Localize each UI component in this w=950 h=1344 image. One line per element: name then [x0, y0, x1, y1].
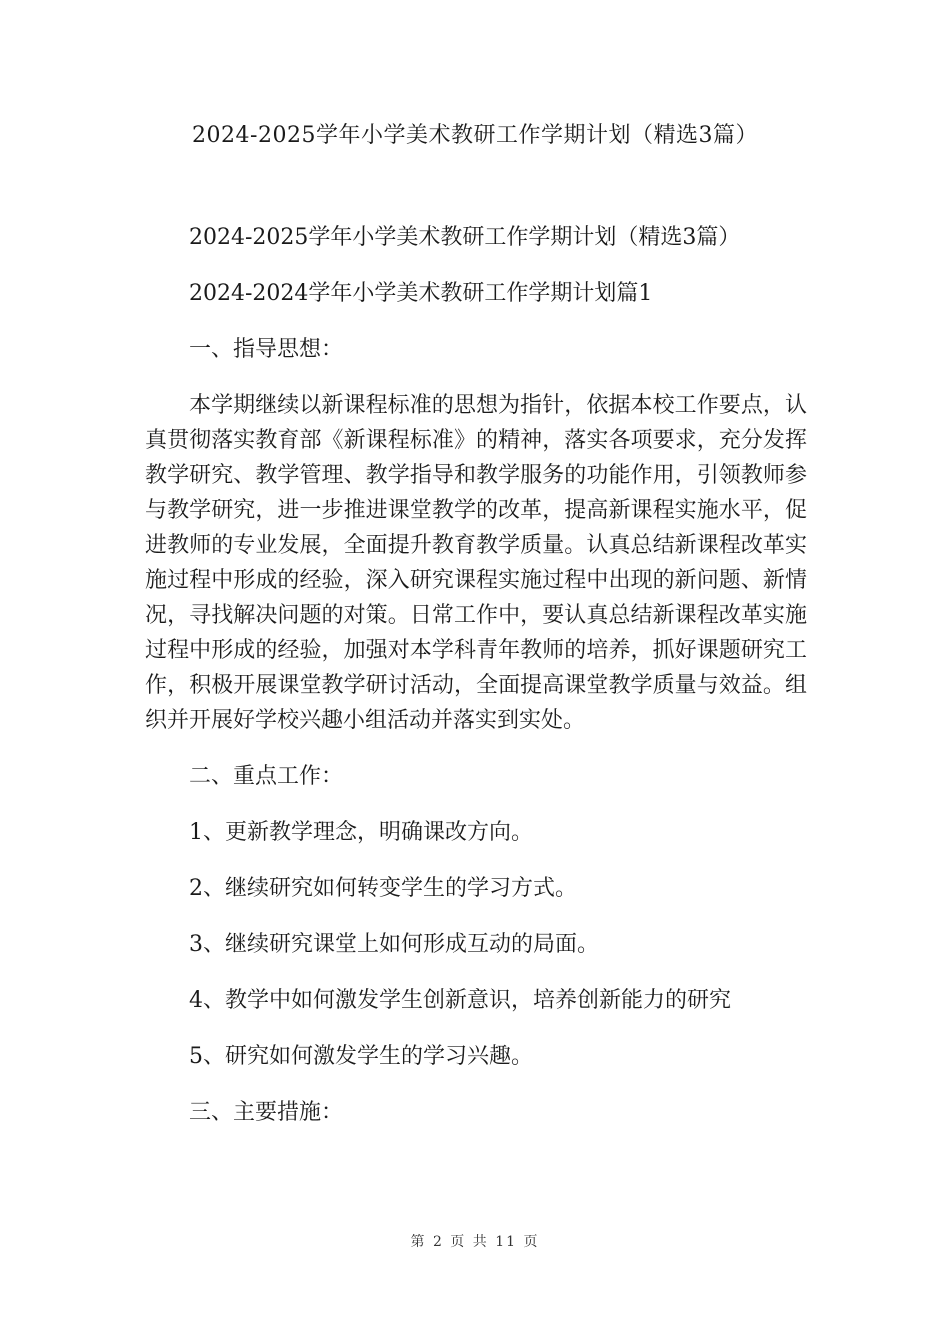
- document-title: 2024-2025学年小学美术教研工作学期计划（精选3篇）: [192, 123, 758, 148]
- list-item-3: 3、继续研究课堂上如何形成互动的局面。: [189, 932, 599, 957]
- document-body: [145, 220, 807, 1151]
- list-item-4: 4、教学中如何激发学生创新意识，培养创新能力的研究: [189, 988, 731, 1013]
- subtitle-line: 2024-2025学年小学美术教研工作学期计划（精选3篇）: [189, 225, 741, 250]
- list-item-1: 1、更新教学理念，明确课改方向。: [189, 820, 533, 845]
- section-heading-article: 2024-2024学年小学美术教研工作学期计划篇1: [189, 281, 653, 306]
- heading-main-measures: 三、主要措施：: [189, 1100, 344, 1125]
- list-item-5: 5、研究如何激发学生的学习兴趣。: [189, 1044, 533, 1069]
- paragraph-guiding-ideology: 本学期继续以新课程标准的思想为指针，依据本校工作要点，认真贯彻落实教育部《新课程标准》的精神，落实各项要求，充分发挥教学研究、教学管理、教学指导和教学服务的功能作用，引领教师参与教学研究，进一步推进课堂教学的改革，提高新课程实施水平，促进教师的专业发展，全面提升教育教学质量。认真总结新课程改革实施过程中形成的经验，深入研究课程实施过程中出现的新问题、新情况，寻找解决问题的对策。日常工作中，要认真总结新课程改革实施过程中形成的经验，加强对本学科青年教师的培养，抓好课题研究工作，积极开展课堂教学研讨活动，全面提高课堂教学质量与效益。组织并开展好学校兴趣小组活动并落实到实处。: [145, 393, 807, 733]
- page-number-footer: 第 2 页 共 11 页: [410, 1234, 540, 1250]
- heading-guiding-ideology: 一、指导思想：: [189, 337, 344, 362]
- heading-key-work: 二、重点工作：: [189, 764, 344, 789]
- list-item-2: 2、继续研究如何转变学生的学习方式。: [189, 876, 577, 901]
